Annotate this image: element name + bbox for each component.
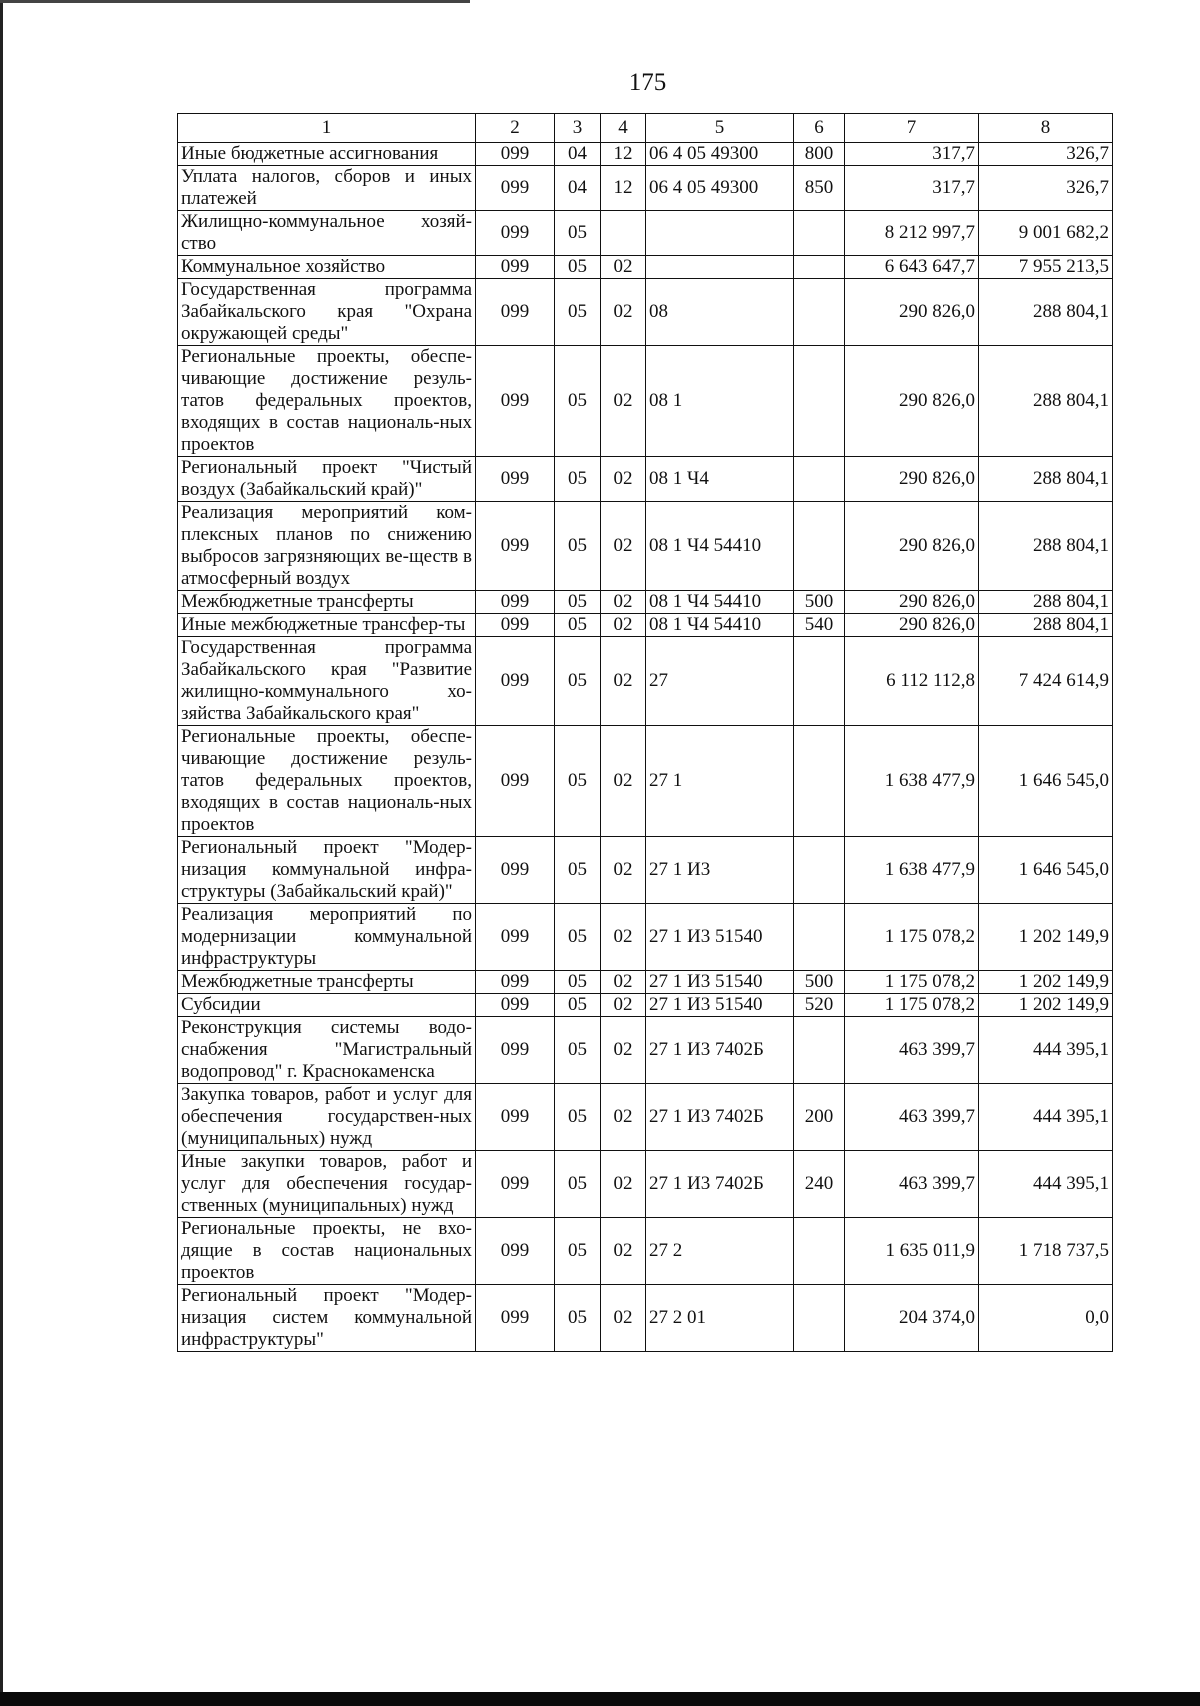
row-name-cell: Межбюджетные трансферты (178, 971, 476, 994)
subsection-code-cell: 02 (601, 279, 646, 346)
table-row (178, 837, 1113, 904)
ministry-code-cell: 099 (476, 256, 555, 279)
table-row (178, 457, 1113, 502)
subsection-code-cell: 02 (601, 1017, 646, 1084)
ministry-code-cell: 099 (476, 591, 555, 614)
target-article-cell: 27 1 (646, 726, 794, 837)
section-code-cell: 05 (555, 256, 601, 279)
amount-year2-cell: 288 804,1 (979, 346, 1113, 457)
subsection-code-cell: 02 (601, 1218, 646, 1285)
amount-year1-cell: 463 399,7 (845, 1017, 979, 1084)
amount-year2-cell: 444 395,1 (979, 1017, 1113, 1084)
ministry-code-cell: 099 (476, 1084, 555, 1151)
expense-type-cell: 540 (794, 614, 845, 637)
section-code-cell: 05 (555, 1151, 601, 1218)
ministry-code-cell: 099 (476, 166, 555, 211)
target-article-cell: 08 1 (646, 346, 794, 457)
subsection-code-cell: 02 (601, 457, 646, 502)
scan-edge-bottom (0, 1692, 1200, 1706)
section-code-cell: 05 (555, 637, 601, 726)
column-header: 5 (646, 114, 794, 143)
table-row (178, 1084, 1113, 1151)
subsection-code-cell: 02 (601, 1151, 646, 1218)
amount-year1-cell: 1 638 477,9 (845, 837, 979, 904)
expense-type-cell (794, 346, 845, 457)
amount-year1-cell: 204 374,0 (845, 1285, 979, 1352)
row-name-cell: Государственная программа Забайкальского края "Развитие жилищно-коммунального хо-зяйства Забайкальского края" (178, 637, 476, 726)
section-code-cell: 05 (555, 211, 601, 256)
subsection-code-cell: 02 (601, 1084, 646, 1151)
amount-year1-cell: 1 175 078,2 (845, 971, 979, 994)
table-row (178, 994, 1113, 1017)
expense-type-cell (794, 726, 845, 837)
ministry-code-cell: 099 (476, 1285, 555, 1352)
expense-type-cell (794, 502, 845, 591)
subsection-code-cell: 02 (601, 614, 646, 637)
table-row (178, 211, 1113, 256)
row-name-cell: Закупка товаров, работ и услуг для обеспечения государствен-ных (муниципальных) нужд (178, 1084, 476, 1151)
subsection-code-cell: 02 (601, 971, 646, 994)
amount-year2-cell: 0,0 (979, 1285, 1113, 1352)
page-number: 175 (628, 69, 667, 96)
ministry-code-cell: 099 (476, 614, 555, 637)
table-row (178, 726, 1113, 837)
subsection-code-cell: 02 (601, 994, 646, 1017)
expense-type-cell (794, 211, 845, 256)
column-header: 2 (476, 114, 555, 143)
section-code-cell: 05 (555, 457, 601, 502)
budget-table (177, 113, 1113, 1352)
ministry-code-cell: 099 (476, 637, 555, 726)
amount-year1-cell: 290 826,0 (845, 279, 979, 346)
table-row (178, 143, 1113, 166)
amount-year2-cell: 326,7 (979, 166, 1113, 211)
row-name-cell: Иные бюджетные ассигнования (178, 143, 476, 166)
subsection-code-cell: 02 (601, 726, 646, 837)
table-row (178, 904, 1113, 971)
section-code-cell: 05 (555, 904, 601, 971)
table-row (178, 279, 1113, 346)
amount-year1-cell: 290 826,0 (845, 502, 979, 591)
subsection-code-cell: 12 (601, 166, 646, 211)
amount-year1-cell: 8 212 997,7 (845, 211, 979, 256)
subsection-code-cell: 02 (601, 1285, 646, 1352)
expense-type-cell: 800 (794, 143, 845, 166)
amount-year2-cell: 1 646 545,0 (979, 726, 1113, 837)
row-name-cell: Иные межбюджетные трансфер-ты (178, 614, 476, 637)
table-row (178, 1285, 1113, 1352)
table-row (178, 502, 1113, 591)
row-name-cell: Межбюджетные трансферты (178, 591, 476, 614)
table-row (178, 166, 1113, 211)
target-article-cell: 06 4 05 49300 (646, 143, 794, 166)
section-code-cell: 05 (555, 994, 601, 1017)
row-name-cell: Уплата налогов, сборов и иных платежей (178, 166, 476, 211)
expense-type-cell (794, 1218, 845, 1285)
target-article-cell: 27 (646, 637, 794, 726)
expense-type-cell (794, 904, 845, 971)
section-code-cell: 05 (555, 502, 601, 591)
expense-type-cell: 200 (794, 1084, 845, 1151)
subsection-code-cell: 02 (601, 502, 646, 591)
expense-type-cell (794, 279, 845, 346)
row-name-cell: Реконструкция системы водо-снабжения "Магистральный водопровод" г. Краснокаменска (178, 1017, 476, 1084)
column-header: 8 (979, 114, 1113, 143)
ministry-code-cell: 099 (476, 279, 555, 346)
ministry-code-cell: 099 (476, 837, 555, 904)
ministry-code-cell: 099 (476, 1151, 555, 1218)
table-row (178, 1017, 1113, 1084)
amount-year2-cell: 1 718 737,5 (979, 1218, 1113, 1285)
section-code-cell: 05 (555, 1084, 601, 1151)
expense-type-cell (794, 837, 845, 904)
ministry-code-cell: 099 (476, 971, 555, 994)
table-row (178, 1151, 1113, 1218)
amount-year2-cell: 1 646 545,0 (979, 837, 1113, 904)
expense-type-cell: 240 (794, 1151, 845, 1218)
row-name-cell: Коммунальное хозяйство (178, 256, 476, 279)
amount-year1-cell: 1 175 078,2 (845, 904, 979, 971)
target-article-cell: 27 1 И3 51540 (646, 994, 794, 1017)
ministry-code-cell: 099 (476, 1017, 555, 1084)
column-header: 7 (845, 114, 979, 143)
section-code-cell: 05 (555, 346, 601, 457)
subsection-code-cell (601, 211, 646, 256)
amount-year1-cell: 463 399,7 (845, 1151, 979, 1218)
section-code-cell: 05 (555, 726, 601, 837)
target-article-cell: 08 1 Ч4 54410 (646, 591, 794, 614)
target-article-cell: 27 1 И3 7402Б (646, 1151, 794, 1218)
amount-year2-cell: 7 424 614,9 (979, 637, 1113, 726)
expense-type-cell (794, 1285, 845, 1352)
subsection-code-cell: 02 (601, 256, 646, 279)
scan-edge-left (0, 0, 3, 1706)
section-code-cell: 05 (555, 279, 601, 346)
table-row (178, 971, 1113, 994)
expense-type-cell (794, 256, 845, 279)
target-article-cell: 08 1 Ч4 54410 (646, 502, 794, 591)
section-code-cell: 04 (555, 166, 601, 211)
ministry-code-cell: 099 (476, 1218, 555, 1285)
ministry-code-cell: 099 (476, 502, 555, 591)
expense-type-cell (794, 637, 845, 726)
amount-year2-cell: 1 202 149,9 (979, 994, 1113, 1017)
column-header: 4 (601, 114, 646, 143)
table-header-row (178, 114, 1113, 143)
expense-type-cell: 500 (794, 591, 845, 614)
table-row (178, 614, 1113, 637)
subsection-code-cell: 02 (601, 837, 646, 904)
target-article-cell: 27 1 И3 7402Б (646, 1084, 794, 1151)
target-article-cell: 27 2 (646, 1218, 794, 1285)
target-article-cell: 27 1 И3 7402Б (646, 1017, 794, 1084)
ministry-code-cell: 099 (476, 211, 555, 256)
table-row (178, 1218, 1113, 1285)
subsection-code-cell: 02 (601, 591, 646, 614)
row-name-cell: Реализация мероприятий по модернизации коммунальной инфраструктуры (178, 904, 476, 971)
section-code-cell: 05 (555, 1017, 601, 1084)
ministry-code-cell: 099 (476, 994, 555, 1017)
expense-type-cell: 520 (794, 994, 845, 1017)
section-code-cell: 05 (555, 591, 601, 614)
row-name-cell: Государственная программа Забайкальского края "Охрана окружающей среды" (178, 279, 476, 346)
amount-year1-cell: 317,7 (845, 166, 979, 211)
expense-type-cell: 850 (794, 166, 845, 211)
amount-year1-cell: 1 175 078,2 (845, 994, 979, 1017)
row-name-cell: Региональные проекты, не вхо-дящие в состав национальных проектов (178, 1218, 476, 1285)
amount-year2-cell: 288 804,1 (979, 457, 1113, 502)
row-name-cell: Региональный проект "Чистый воздух (Забайкальский край)" (178, 457, 476, 502)
section-code-cell: 04 (555, 143, 601, 166)
table-row (178, 637, 1113, 726)
amount-year2-cell: 444 395,1 (979, 1151, 1113, 1218)
amount-year2-cell: 444 395,1 (979, 1084, 1113, 1151)
amount-year1-cell: 317,7 (845, 143, 979, 166)
subsection-code-cell: 12 (601, 143, 646, 166)
row-name-cell: Региональный проект "Модер-низация систем коммунальной инфраструктуры" (178, 1285, 476, 1352)
column-header: 6 (794, 114, 845, 143)
amount-year1-cell: 1 635 011,9 (845, 1218, 979, 1285)
amount-year2-cell: 326,7 (979, 143, 1113, 166)
amount-year1-cell: 6 643 647,7 (845, 256, 979, 279)
section-code-cell: 05 (555, 1285, 601, 1352)
target-article-cell: 06 4 05 49300 (646, 166, 794, 211)
amount-year2-cell: 288 804,1 (979, 279, 1113, 346)
target-article-cell: 08 (646, 279, 794, 346)
target-article-cell: 27 1 И3 51540 (646, 904, 794, 971)
row-name-cell: Региональные проекты, обеспе-чивающие достижение резуль-татов федеральных проектов, входящих в состав националь-ных проектов (178, 726, 476, 837)
expense-type-cell: 500 (794, 971, 845, 994)
expense-type-cell (794, 457, 845, 502)
table-body (178, 143, 1113, 1352)
target-article-cell (646, 256, 794, 279)
target-article-cell: 08 1 Ч4 (646, 457, 794, 502)
section-code-cell: 05 (555, 1218, 601, 1285)
target-article-cell (646, 211, 794, 256)
amount-year2-cell: 288 804,1 (979, 591, 1113, 614)
ministry-code-cell: 099 (476, 457, 555, 502)
amount-year2-cell: 9 001 682,2 (979, 211, 1113, 256)
amount-year2-cell: 288 804,1 (979, 502, 1113, 591)
table-row (178, 591, 1113, 614)
row-name-cell: Иные закупки товаров, работ и услуг для обеспечения государ-ственных (муниципальных) нужд (178, 1151, 476, 1218)
row-name-cell: Жилищно-коммунальное хозяй-ство (178, 211, 476, 256)
section-code-cell: 05 (555, 971, 601, 994)
column-header: 3 (555, 114, 601, 143)
target-article-cell: 08 1 Ч4 54410 (646, 614, 794, 637)
ministry-code-cell: 099 (476, 346, 555, 457)
amount-year1-cell: 1 638 477,9 (845, 726, 979, 837)
table-row (178, 346, 1113, 457)
row-name-cell: Региональный проект "Модер-низация коммунальной инфра-структуры (Забайкальский край)" (178, 837, 476, 904)
amount-year1-cell: 6 112 112,8 (845, 637, 979, 726)
row-name-cell: Субсидии (178, 994, 476, 1017)
subsection-code-cell: 02 (601, 346, 646, 457)
amount-year1-cell: 290 826,0 (845, 457, 979, 502)
section-code-cell: 05 (555, 614, 601, 637)
target-article-cell: 27 1 И3 (646, 837, 794, 904)
expense-type-cell (794, 1017, 845, 1084)
section-code-cell: 05 (555, 837, 601, 904)
amount-year2-cell: 1 202 149,9 (979, 904, 1113, 971)
amount-year1-cell: 290 826,0 (845, 614, 979, 637)
amount-year1-cell: 290 826,0 (845, 591, 979, 614)
amount-year1-cell: 463 399,7 (845, 1084, 979, 1151)
scan-edge-top (0, 0, 470, 3)
ministry-code-cell: 099 (476, 904, 555, 971)
amount-year1-cell: 290 826,0 (845, 346, 979, 457)
amount-year2-cell: 288 804,1 (979, 614, 1113, 637)
target-article-cell: 27 2 01 (646, 1285, 794, 1352)
ministry-code-cell: 099 (476, 726, 555, 837)
subsection-code-cell: 02 (601, 637, 646, 726)
row-name-cell: Реализация мероприятий ком-плексных планов по снижению выбросов загрязняющих ве-ществ в атмосферный воздух (178, 502, 476, 591)
amount-year2-cell: 1 202 149,9 (979, 971, 1113, 994)
subsection-code-cell: 02 (601, 904, 646, 971)
ministry-code-cell: 099 (476, 143, 555, 166)
amount-year2-cell: 7 955 213,5 (979, 256, 1113, 279)
target-article-cell: 27 1 И3 51540 (646, 971, 794, 994)
column-header: 1 (178, 114, 476, 143)
row-name-cell: Региональные проекты, обеспе-чивающие достижение резуль-татов федеральных проектов, входящих в состав националь-ных проектов (178, 346, 476, 457)
table-row (178, 256, 1113, 279)
